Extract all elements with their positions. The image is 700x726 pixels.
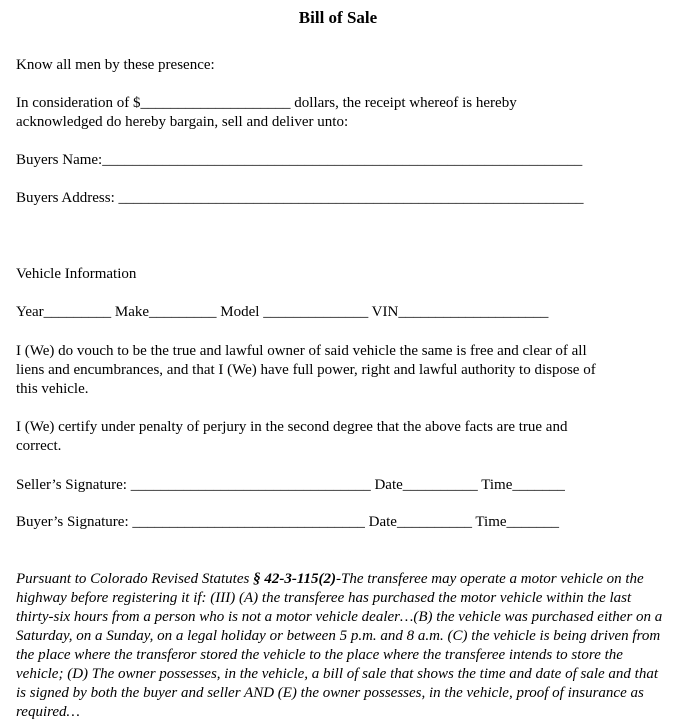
consideration-line-1: In consideration of $____________________ dollars, the receipt whereof is hereby <box>16 95 517 111</box>
vouch-line-2: liens and encumbrances, and that I (We) have full power, right and lawful authority to dispose of <box>16 362 596 378</box>
certify-line-1: I (We) certify under penalty of perjury in the second degree that the above facts are true and <box>16 419 568 435</box>
vouch-line-1: I (We) do vouch to be the true and lawful owner of said vehicle the same is free and clear of all <box>16 343 587 359</box>
legal-prefix: Pursuant to Colorado Revised Statutes <box>16 571 254 587</box>
buyers-address-field: Buyers Address: ______________________________________________________________ <box>16 190 584 206</box>
legal-body: -The transferee may operate a motor vehicle on the highway before registering it if: (III) (A) the transferee has purchased the motor vehicle within the last thirty-six hours from a person who is not a motor vehicle dealer…(B) the vehicle was purchased either on a Saturday, on a Sunday, on a legal holiday or between 5 p.m. and 8 a.m. (C) the vehicle is being driven from the place where the transferor stored the vehicle to the place where the transferee intends to store the vehicle; (D) The owner possesses, in the vehicle, a bill of sale that shows the time and date of sale and that is signed by both the buyer and seller AND (E) the owner possesses, in the vehicle, proof of insurance as required… <box>16 571 663 720</box>
vehicle-info-heading: Vehicle Information <box>16 266 137 282</box>
document-title: Bill of Sale <box>298 8 378 27</box>
intro-text: Know all men by these presence: <box>16 57 215 73</box>
consideration-line-2: acknowledged do hereby bargain, sell and deliver unto: <box>16 114 349 130</box>
buyers-name-field: Buyers Name:________________________________________________________________ <box>16 152 583 168</box>
legal-notice <box>16 570 668 722</box>
buyer-signature-field: Buyer’s Signature: _______________________________ Date__________ Time_______ <box>16 514 560 530</box>
seller-signature-field: Seller’s Signature: ________________________________ Date__________ Time_______ <box>16 477 565 493</box>
vehicle-fields: Year_________ Make_________ Model ______________ VIN____________________ <box>16 304 549 320</box>
certify-line-2: correct. <box>16 438 62 454</box>
vouch-line-3: this vehicle. <box>16 381 89 397</box>
legal-statute: § 42-3-115(2) <box>253 571 336 587</box>
